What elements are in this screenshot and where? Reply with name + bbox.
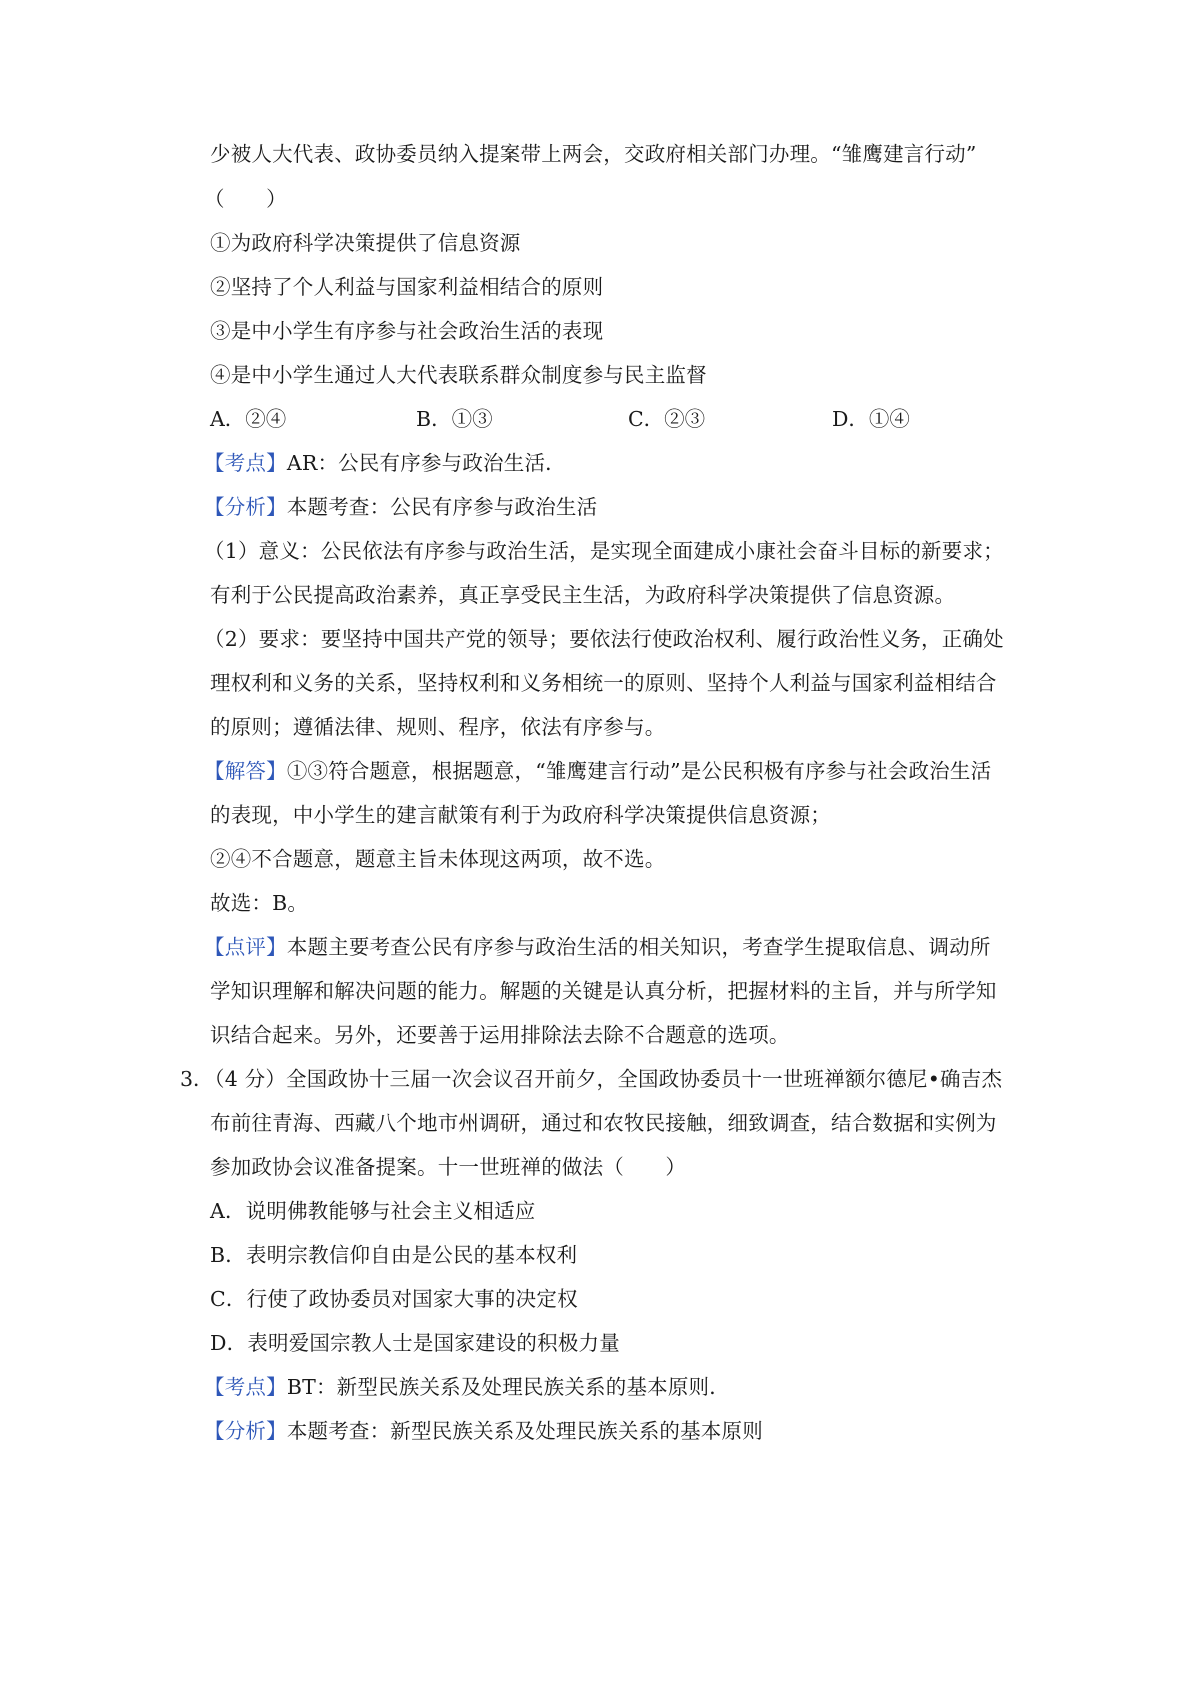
q2-option-a: A．②④ [210,407,287,431]
q2-stem-line: 少被人大代表、政协委员纳入提案带上两会，交政府相关部门办理。“雏鹰建言行动” [210,142,977,166]
q3-option-d: D．表明爱国宗教人士是国家建设的积极力量 [210,1331,620,1355]
q2-answer: 故选：B。 [210,891,309,915]
q2-fenxi [204,494,1024,520]
kaodian-text: BT：新型民族关系及处理民族关系的基本原则． [286,1375,730,1399]
q2-kaodian [204,450,1024,476]
q3-stem-line: （4 分）全国政协十三届一次会议召开前夕，全国政协委员十一世班禅额尔德尼•确吉杰 [204,1067,1003,1091]
q2-fenxi-line: （2）要求：要坚持中国共产党的领导；要依法行使政治权利、履行政治性义务，正确处 [204,627,1004,651]
q2-fenxi-line: 的原则；遵循法律、规则、程序，依法有序参与。 [210,715,666,739]
q2-statement-4: ④是中小学生通过人大代表联系群众制度参与民主监督 [210,363,707,387]
fenxi-text: 本题考查：新型民族关系及处理民族关系的基本原则 [286,1419,763,1443]
q2-option-c: C．②③ [628,407,706,431]
q2-statement-1: ①为政府科学决策提供了信息资源 [210,231,521,255]
jieda-text: ①③符合题意，根据题意，“雏鹰建言行动”是公民积极有序参与社会政治生活 [286,759,992,783]
kaodian-text: AR：公民有序参与政治生活． [286,451,566,475]
q2-statement-3: ③是中小学生有序参与社会政治生活的表现 [210,319,604,343]
q2-fenxi-line: 理权利和义务的关系，坚持权利和义务相统一的原则、坚持个人利益与国家利益相结合 [210,671,997,695]
q3-stem-line: 参加政协会议准备提案。十一世班禅的做法（ ） [210,1155,687,1179]
dianping-text: 本题主要考查公民有序参与政治生活的相关知识，考查学生提取信息、调动所 [286,935,991,959]
fenxi-tag: 【分析】 [204,1419,287,1443]
q3-kaodian [204,1374,1024,1400]
q2-jieda-line: ②④不合题意，题意主旨未体现这两项，故不选。 [210,847,666,871]
q2-jieda-line: 的表现，中小学生的建言献策有利于为政府科学决策提供信息资源； [210,803,831,827]
q2-dianping-line: 识结合起来。另外，还要善于运用排除法去除不合题意的选项。 [210,1023,790,1047]
q2-option-b: B．①③ [416,407,493,431]
q2-jieda [204,758,1024,784]
jieda-tag: 【解答】 [204,759,287,783]
q2-option-d: D．①④ [832,407,910,431]
fenxi-tag: 【分析】 [204,495,287,519]
q2-statement-2: ②坚持了个人利益与国家利益相结合的原则 [210,275,604,299]
q2-options-row [210,406,1030,432]
q3-option-a: A．说明佛教能够与社会主义相适应 [210,1199,536,1223]
fenxi-text: 本题考查：公民有序参与政治生活 [286,495,598,519]
q2-dianping [204,934,1024,960]
q3-option-c: C．行使了政协委员对国家大事的决定权 [210,1287,578,1311]
q2-dianping-line: 学知识理解和解决问题的能力。解题的关键是认真分析，把握材料的主旨，并与所学知 [210,979,997,1003]
q3-number: 3． [180,1067,214,1091]
q2-answer-blank: （ ） [204,187,287,211]
q2-fenxi-line: （1）意义：公民依法有序参与政治生活，是实现全面建成小康社会奋斗目标的新要求； [204,539,1004,563]
q3-fenxi [204,1418,1024,1444]
q3-stem-line: 布前往青海、西藏八个地市州调研，通过和农牧民接触，细致调查，结合数据和实例为 [210,1111,997,1135]
q3-option-b: B．表明宗教信仰自由是公民的基本权利 [210,1243,578,1267]
dianping-tag: 【点评】 [204,935,287,959]
kaodian-tag: 【考点】 [204,1375,287,1399]
kaodian-tag: 【考点】 [204,451,287,475]
q2-fenxi-line: 有利于公民提高政治素养，真正享受民主生活，为政府科学决策提供了信息资源。 [210,583,956,607]
